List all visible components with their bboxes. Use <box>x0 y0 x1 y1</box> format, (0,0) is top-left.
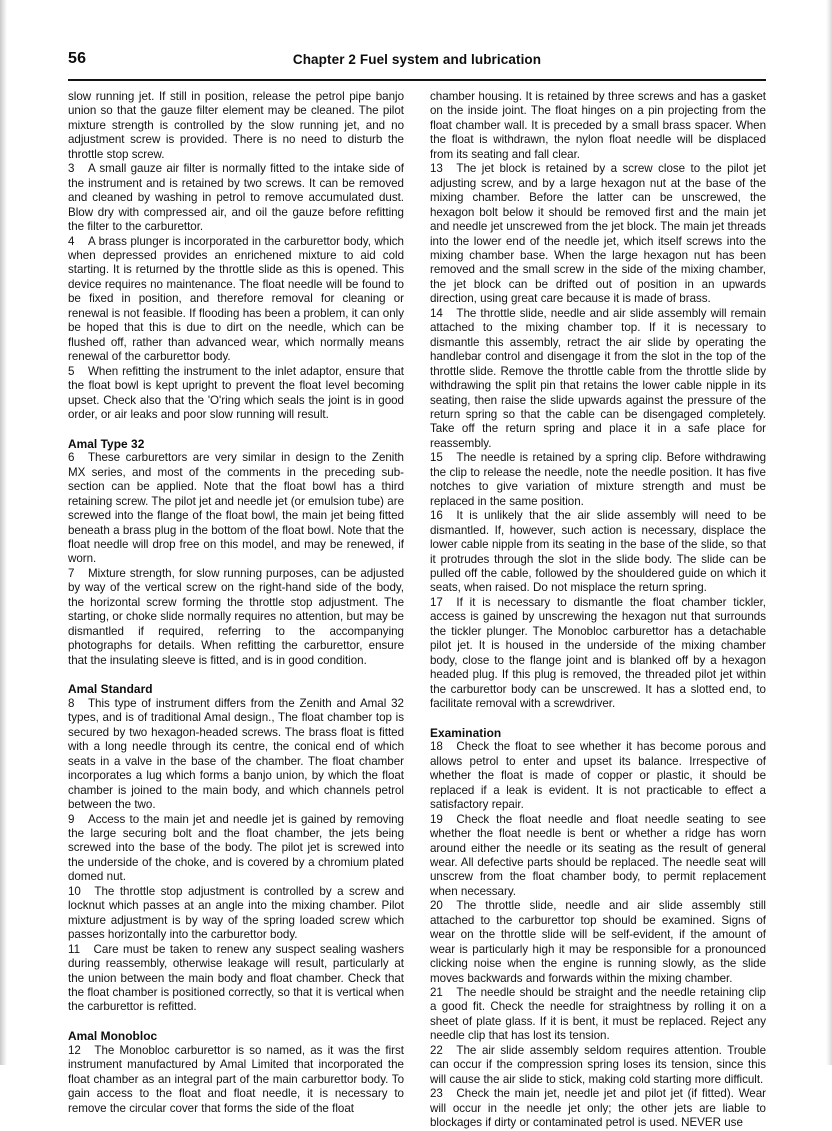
paragraph-number: 4 <box>68 234 75 248</box>
paragraph-number: 12 <box>68 1043 81 1057</box>
paragraph-number: 8 <box>68 696 75 710</box>
page-number: 56 <box>68 50 87 67</box>
numbered-paragraph: 22 The air slide assembly seldom requires attention. Trouble can occur if the compression spring loses its tension, since this will cause the air slide to stick, making cold starting more difficult. <box>430 1043 766 1086</box>
numbered-paragraph: 16 It is unlikely that the air slide assembly will need to be dismantled. If, however, such action is necessary, displace the lower cable nipple from its seating in the base of the slide, so that it protrudes through the slot in the slide body. The slide can be pulled off the cable, followed by the shouldered guide on which it seats, when raised. Do not misplace the return spring. <box>430 509 766 595</box>
paragraph-number: 9 <box>68 812 75 826</box>
paragraph-number: 15 <box>430 451 443 465</box>
section-subheading: Amal Standard <box>68 682 153 697</box>
paragraph-number: 10 <box>68 884 81 898</box>
numbered-paragraph: 3 A small gauze air filter is normally fitted to the intake side of the instrument and is retained by two screws. It can be removed and cleaned by washing in petrol to remove accumulated dust. Blow dry with compressed air, and oil the gauze before refitting the filter to the carburettor. <box>68 162 404 234</box>
paragraph-number: 5 <box>68 364 75 378</box>
continued-paragraph <box>430 90 766 162</box>
paragraph-number: 16 <box>430 509 443 523</box>
paragraph-text: slow running jet. If still in position, release the petrol pipe banjo union so that the gauze filter element may be cleaned. The pilot mixture strength is controlled by the slow running jet, and no adjustment screw is provided. There is no need to disturb the throttle stop screw. <box>68 90 404 161</box>
numbered-paragraph: 7 Mixture strength, for slow running purposes, can be adjusted by way of the vertical screw on the right-hand side of the body, the horizontal screw forming the throttle stop adjustment. The starting, or choke slide normally requires no attention, but may be dismantled if required, referring to the accompanying photographs for details. When refitting the carburettor, ensure that the insulating sleeve is fitted, and is in good condition. <box>68 566 404 667</box>
numbered-paragraph: 9 Access to the main jet and needle jet is gained by removing the large securing bolt and the float chamber, the jets being screwed into the base of the body. The pilot jet is screwed into the underside of the choke, and is covered by a chromium plated domed nut. <box>68 812 404 884</box>
paragraph-number: 6 <box>68 451 75 465</box>
paragraph-number: 22 <box>430 1043 443 1057</box>
numbered-paragraph: 11 Care must be taken to renew any suspect sealing washers during reassembly, otherwise leakage will result, particularly at the union between the main body and float chamber. Check that the float chamber is positioned correctly, so that it is vertical when the carburettor is refitted. <box>68 942 404 1014</box>
paragraph-text: chamber housing. It is retained by three screws and has a gasket on the inside joint. The float hinges on a pin projecting from the float chamber wall. It is preceded by a small brass spacer. When the float is withdrawn, the nylon float needle will be displaced from its seating and fall clear. <box>430 90 766 161</box>
section-subheading: Examination <box>430 725 502 740</box>
section-subheading: Amal Monobloc <box>68 1029 158 1044</box>
chapter-title: Chapter 2 Fuel system and lubrication <box>292 52 542 67</box>
paragraph-number: 21 <box>430 986 443 1000</box>
paragraph-number: 19 <box>430 812 443 826</box>
numbered-paragraph: 14 The throttle slide, needle and air slide assembly will remain attached to the mixing chamber top. If it is necessary to dismantle this assembly, retract the air slide by operating the handlebar control and disengage it from the slot in the top of the throttle slide. Remove the throttle cable from the throttle slide by withdrawing the split pin that retains the lower cable nipple in its seating, then raise the slide upwards against the pressure of the return spring so that the cable can be disengaged completely. Take off the return spring and place it in a safe place for reassembly. <box>430 306 766 450</box>
continued-paragraph <box>68 90 404 162</box>
body-columns <box>68 90 766 1131</box>
numbered-paragraph: 5 When refitting the instrument to the inlet adaptor, ensure that the float bowl is kept upright to prevent the float level becoming upset. Check also that the 'O'ring which seals the joint is in good order, or air leaks and poor slow running will result. <box>68 364 404 421</box>
paragraph-number: 13 <box>430 162 443 176</box>
numbered-paragraph: 8 This type of instrument differs from the Zenith and Amal 32 types, and is of traditional Amal design., The float chamber top is secured by two hexagon-headed screws. The brass float is fitted with a long needle through its centre, the conical end of which seats in a valve in the base of the chamber. The float chamber incorporates a lug which forms a banjo union, by which the float chamber is joined to the main body, and which channels petrol between the two. <box>68 696 404 812</box>
numbered-paragraph: 19 Check the float needle and float needle seating to see whether the float needle is bent or whether a ridge has worn around either the needle or its seating as the result of general wear. All defective parts should be replaced. The needle seat will unscrew from the float chamber body, to permit replacement when necessary. <box>430 812 766 898</box>
paragraph-number: 17 <box>430 595 443 609</box>
running-head <box>68 50 766 74</box>
paragraph-number: 18 <box>430 740 443 754</box>
numbered-paragraph: 18 Check the float to see whether it has become porous and allows petrol to enter and upset its balance. Irrespective of whether the float is made of copper or plastic, it should be replaced if a leak is evident. It is not practicable to effect a satisfactory repair. <box>430 740 766 812</box>
section-subheading: Amal Type 32 <box>68 436 145 451</box>
text-column-left <box>68 90 404 1131</box>
numbered-paragraph: 21 The needle should be straight and the needle retaining clip a good fit. Check the needle for straightness by rolling it on a sheet of plate glass. If it is bent, it must be replaced. Reject any needle clip that has lost its tension. <box>430 986 766 1043</box>
paragraph-number: 20 <box>430 899 443 913</box>
numbered-paragraph: 4 A brass plunger is incorporated in the carburettor body, which when depressed provides an enrichened mixture to aid cold starting. It is returned by the throttle slide as this is opened. This device requires no maintenance. The float needle will be found to be fixed in position, and therefore removal for cleaning or renewal is not feasible. If flooding has been a problem, it can only be hoped that this is due to dirt on the needle, which can be flushed off, rather than advanced wear, which normally means renewal of the carburettor body. <box>68 234 404 364</box>
paragraph-number: 7 <box>68 566 75 580</box>
numbered-paragraph: 10 The throttle stop adjustment is controlled by a screw and locknut which passes at an angle into the mixing chamber. Pilot mixture adjustment is by way of the spring loaded screw which passes horizontally into the carburettor body. <box>68 884 404 942</box>
paragraph-number: 3 <box>68 162 75 176</box>
paragraph-number: 23 <box>430 1087 443 1101</box>
numbered-paragraph: 15 The needle is retained by a spring clip. Before withdrawing the clip to release the needle, note the needle position. It has five notches to give variation of mixture strength and must be replaced in the same position. <box>430 451 766 508</box>
paragraph-number: 11 <box>68 942 80 956</box>
numbered-paragraph: 20 The throttle slide, needle and air slide assembly still attached to the carburettor top should be examined. Signs of wear on the throttle slide will be self-evident, if the amount of wear is particularly high it may be responsible for a pronounced clicking noise when the engine is running slowly, as the slide moves backwards and forwards within the mixing chamber. <box>430 899 766 985</box>
paragraph-number: 14 <box>430 306 443 320</box>
numbered-paragraph: 13 The jet block is retained by a screw close to the pilot jet adjusting screw, and by a large hexagon nut at the base of the mixing chamber. Before the latter can be unscrewed, the hexagon bolt below it should be removed first and the main jet and needle jet unscrewed from the jet block. The main jet threads into the lower end of the needle jet, which itself screws into the mixing chamber base. When the large hexagon nut has been removed and the small screw in the side of the mixing chamber, the jet block can be drifted out of position in an upwards direction, using great care because it is made of brass. <box>430 162 766 306</box>
header-rule <box>68 79 766 81</box>
numbered-paragraph: 23 Check the main jet, needle jet and pilot jet (if fitted). Wear will occur in the needle jet only; the other jets are liable to blockages if dirty or contaminated petrol is used. NEVER use <box>430 1087 766 1130</box>
text-column-right <box>430 90 766 1131</box>
numbered-paragraph: 12 The Monobloc carburettor is so named, as it was the first instrument manufactured by Amal Limited that incorporated the float chamber as an integral part of the main carburettor body. To gain access to the float and float needle, it is necessary to remove the circular cover that forms the side of the float <box>68 1043 404 1115</box>
numbered-paragraph: 17 If it is necessary to dismantle the float chamber tickler, access is gained by unscrewing the hexagon nut that surrounds the tickler plunger. The Monobloc carburettor has a detachable pilot jet. It is housed in the underside of the mixing chamber body, close to the flange joint and is blanked off by a hexagon headed plug. If this plug is removed, the threaded pilot jet within the carburettor body can be unscrewed. It has a slotted end, to facilitate removal with a screwdriver. <box>430 595 766 711</box>
numbered-paragraph: 6 These carburettors are very similar in design to the Zenith MX series, and most of the comments in the preceding sub-section can be applied. Note that the float bowl has a third retaining screw. The pilot jet and needle jet (or emulsion tube) are screwed into the flange of the float bowl, the main jet being fitted beneath a brass plug in the bottom of the float bowl. Note that the float needle will drop free on this model, and may be renewed, if worn. <box>68 451 404 566</box>
